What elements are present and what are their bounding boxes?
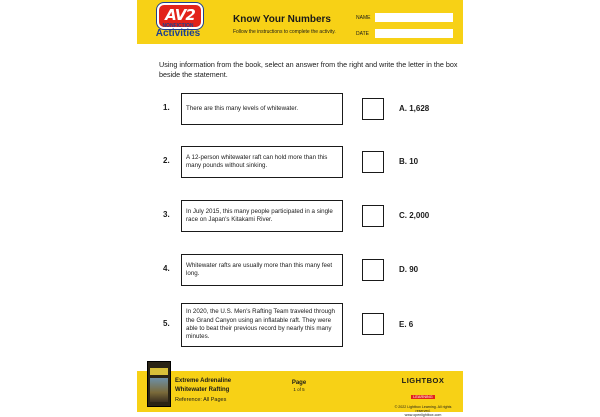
statement-box bbox=[181, 146, 343, 178]
logo-mark-text: AV2 bbox=[165, 6, 195, 24]
page-count: 1 of 5 bbox=[293, 387, 305, 392]
statement-text: There are this many levels of whitewater. bbox=[186, 104, 299, 112]
statement-box bbox=[181, 303, 343, 347]
logo-subtitle: NONFICTION bbox=[162, 23, 194, 29]
series-title: Extreme Adrenaline bbox=[175, 378, 232, 384]
answer-box[interactable] bbox=[362, 313, 384, 335]
book-cover-image bbox=[147, 361, 171, 407]
instructions: Using information from the book, select an answer from the right and write the letter in the box beside the statement. bbox=[159, 60, 458, 79]
footer-bar bbox=[137, 371, 463, 417]
statement-text: In July 2015, this many people participated in a single race on Japan's Kitakami River. bbox=[186, 207, 333, 223]
answer-choice: B. 10 bbox=[399, 157, 419, 166]
answer-choice: D. 90 bbox=[399, 265, 419, 274]
statement-box bbox=[181, 200, 343, 232]
answer-box[interactable] bbox=[362, 259, 384, 281]
row-number: 4. bbox=[163, 264, 170, 273]
statement-text: In 2020, the U.S. Men's Rafting Team traveled through the Grand Canyon using an inflatable raft. They were able to beat their previous record by nearly this many minutes. bbox=[186, 308, 335, 341]
row-number: 5. bbox=[163, 319, 170, 328]
copyright-text: © 2022 Lightbox Learning. All rights reserved. bbox=[394, 405, 452, 413]
page-subtitle: Follow the instructions to complete the activity. bbox=[233, 29, 336, 35]
statement-box bbox=[181, 93, 343, 125]
cover-art bbox=[150, 378, 168, 402]
date-field[interactable] bbox=[375, 29, 453, 38]
book-title: Whitewater Rafting bbox=[175, 387, 230, 393]
brand-tag: LEARNING bbox=[413, 395, 433, 399]
av2-logo bbox=[147, 3, 209, 41]
brand-name: LIGHTBOX bbox=[401, 376, 445, 385]
answer-box[interactable] bbox=[362, 205, 384, 227]
answer-choice: E. 6 bbox=[399, 320, 414, 329]
row-number: 2. bbox=[163, 156, 170, 165]
page-indicator bbox=[287, 380, 311, 392]
statement-text: A 12-person whitewater raft can hold more than this many pounds without sinking. bbox=[186, 153, 328, 169]
name-field[interactable] bbox=[375, 13, 453, 22]
row-number: 3. bbox=[163, 210, 170, 219]
answer-box[interactable] bbox=[362, 98, 384, 120]
page-reference: Reference: All Pages bbox=[175, 397, 227, 403]
row-number: 1. bbox=[163, 103, 170, 112]
name-label: NAME bbox=[356, 15, 371, 21]
answer-choice: C. 2,000 bbox=[399, 211, 430, 220]
worksheet-page bbox=[137, 0, 463, 417]
logo-activities: Activities bbox=[155, 28, 201, 39]
website-link[interactable]: www.openlightbox.com bbox=[404, 413, 442, 417]
page-label: Page bbox=[291, 380, 307, 386]
answer-choice: A. 1,628 bbox=[399, 104, 430, 113]
statement-box bbox=[181, 254, 343, 286]
header-bar bbox=[137, 0, 463, 44]
statement-text: Whitewater rafts are usually more than this many feet long. bbox=[186, 261, 333, 277]
date-label: DATE bbox=[356, 31, 369, 37]
lightbox-logo bbox=[393, 376, 453, 417]
page-title: Know Your Numbers bbox=[233, 14, 331, 25]
cover-title-band bbox=[150, 368, 168, 375]
answer-box[interactable] bbox=[362, 151, 384, 173]
